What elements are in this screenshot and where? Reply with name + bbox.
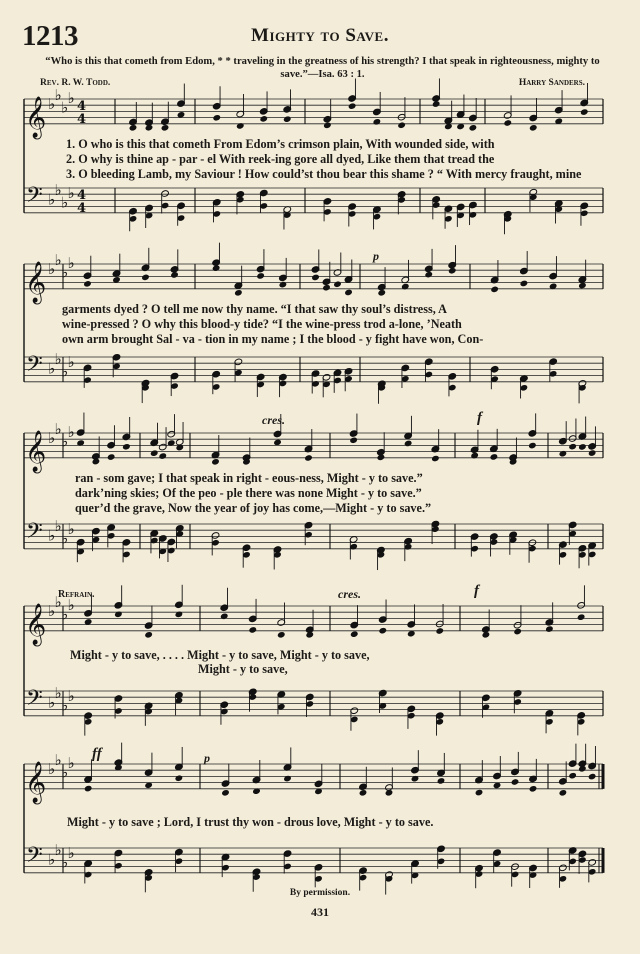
scripture-epigraph: “Who is this that cometh from Edom, * * traveling in the greatness of his strength? I that speak in righteousness, mighty to save.”—Isa. 63 : 1. [45, 56, 600, 80]
note-head [175, 444, 184, 452]
flat-sign: ♭ [61, 263, 69, 282]
note-head [520, 280, 529, 288]
flat-sign: ♭ [48, 602, 56, 621]
note-head [283, 115, 292, 123]
note-head [256, 272, 265, 280]
flat-sign: ♭ [48, 693, 56, 712]
treble-clef-icon: 𝄞 [25, 762, 47, 803]
dynamic-marking-cres-refrain: cres. [338, 587, 361, 601]
lyric-line-s1-v3: 3. O bleeding Lamb, my Saviour ! How could’st thou bear this shame ? “ With mercy fraught, mine [66, 167, 582, 181]
note-head [158, 452, 167, 460]
note-head [437, 777, 446, 785]
flat-sign: ♭ [67, 353, 75, 372]
flat-sign: ♭ [61, 605, 69, 624]
note-head [578, 443, 587, 451]
lyric-line-s2-v3: own arm brought Sal - va - tion in my name ; I the blood - y fight have won, Con- [62, 332, 484, 346]
note-head [234, 289, 243, 297]
page-number: 431 [311, 905, 329, 919]
note-head [568, 443, 577, 451]
flat-sign: ♭ [54, 350, 62, 369]
note-head [279, 281, 288, 289]
note-head [221, 789, 230, 797]
time-signature-treble-bottom: 4 [77, 112, 87, 127]
flat-sign: ♭ [67, 184, 75, 203]
note-head [529, 124, 538, 132]
flat-sign: ♭ [48, 95, 56, 114]
flat-sign: ♭ [54, 841, 62, 860]
flat-sign: ♭ [61, 98, 69, 117]
note-head [359, 789, 368, 797]
note-head [122, 443, 131, 451]
dynamic-marking-f: f [477, 410, 482, 426]
lyric-line-s1-v2: 2. O why is thine ap - par - el With reek-ing gore all dyed, Like them that tread the [66, 152, 495, 166]
note-head [107, 453, 116, 461]
lyricist-credit: Rev. R. W. Todd. [40, 78, 111, 88]
dynamic-marking-cres: cres. [262, 413, 285, 427]
treble-clef-icon: 𝄞 [25, 604, 47, 645]
note-head [397, 121, 406, 129]
note-head [513, 628, 522, 636]
flat-sign: ♭ [67, 687, 75, 706]
flat-sign: ♭ [54, 181, 62, 200]
note-head [432, 100, 441, 108]
note-head [83, 280, 92, 288]
note-head [150, 449, 159, 457]
note-head [277, 631, 286, 639]
note-head [161, 124, 170, 132]
note-head [490, 453, 499, 461]
refrain-label: Refrain. [58, 589, 95, 600]
permission-note: By permission. [289, 888, 351, 898]
note-head [349, 437, 358, 445]
note-head [503, 119, 512, 127]
note-head [248, 626, 257, 634]
note-head [141, 274, 150, 282]
note-head [114, 611, 123, 619]
time-signature-bass-top: 4 [77, 188, 87, 203]
hymn-number: 1213 [22, 20, 78, 52]
note-head [435, 627, 444, 635]
note-head [373, 118, 382, 126]
flat-sign: ♭ [67, 254, 75, 272]
note-head [559, 450, 568, 458]
note-head [568, 772, 577, 780]
flat-sign: ♭ [61, 362, 69, 381]
dynamic-marking-f-refrain: f [474, 583, 479, 599]
note-head [211, 458, 220, 466]
flat-sign: ♭ [48, 190, 56, 209]
lyric-line-s1-v1: 1. O who is this that cometh From Edom’s crimson plain, With wounded side, with [66, 137, 495, 151]
note-head [283, 775, 292, 783]
note-head [236, 122, 245, 130]
note-head [344, 289, 353, 297]
lyric-line-refrain-upper: Might - y to save, . . . . Might - y to save, Might - y to save, [70, 648, 370, 662]
note-head [528, 442, 537, 450]
note-head [511, 778, 520, 786]
note-head [588, 449, 597, 457]
note-head [304, 454, 313, 462]
note-head [378, 627, 387, 635]
flat-sign: ♭ [67, 596, 75, 614]
flat-sign: ♭ [54, 250, 62, 269]
flat-sign: ♭ [48, 526, 56, 545]
treble-clef-icon: 𝄞 [25, 431, 47, 472]
flat-sign: ♭ [54, 750, 62, 769]
note-head [212, 114, 221, 122]
treble-clef-icon: 𝄞 [25, 97, 47, 138]
flat-sign: ♭ [48, 260, 56, 279]
lyric-line-s2-v2: wine-pressed ? O why this blood-y tide? “I the wine-press trod a-lone, ’Neath [62, 317, 462, 331]
dynamic-marking-p-final: p [204, 751, 210, 765]
note-head [431, 455, 440, 463]
flat-sign: ♭ [61, 529, 69, 548]
bass-clef-icon: 𝄢 [26, 519, 43, 549]
note-head [323, 122, 332, 130]
note-head [144, 631, 153, 639]
note-head [170, 271, 179, 279]
flat-sign: ♭ [67, 89, 75, 107]
note-head [175, 611, 184, 619]
note-head [490, 286, 499, 294]
composer-credit: Harry Sanders. [518, 78, 585, 88]
flat-sign: ♭ [67, 520, 75, 539]
bass-clef-icon: 𝄢 [26, 352, 43, 382]
flat-sign: ♭ [54, 517, 62, 536]
lyric-line-s3-v2: dark’ning skies; Of the peo - ple there was none Might - y to save.” [75, 486, 422, 500]
note-head [588, 773, 597, 781]
flat-sign: ♭ [67, 423, 75, 441]
note-head [348, 102, 357, 110]
flat-sign: ♭ [48, 359, 56, 378]
flat-sign: ♭ [48, 850, 56, 869]
note-head [259, 115, 268, 123]
flat-sign: ♭ [67, 754, 75, 772]
bass-clef-icon: 𝄢 [26, 686, 43, 716]
note-head [448, 267, 457, 275]
flat-sign: ♭ [61, 696, 69, 715]
flat-sign: ♭ [61, 193, 69, 212]
note-head [220, 613, 229, 621]
note-head [475, 789, 484, 797]
time-signature-treble-top: 4 [77, 99, 87, 114]
note-head [129, 124, 138, 132]
time-signature-bass-bottom: 4 [77, 201, 87, 216]
note-head [350, 630, 359, 638]
dynamic-marking-ff: ff [92, 746, 102, 762]
note-head [311, 274, 320, 282]
flat-sign: ♭ [54, 684, 62, 703]
note-head [404, 440, 413, 448]
note-head [322, 284, 331, 292]
note-head [545, 625, 554, 633]
flat-sign: ♭ [54, 592, 62, 611]
lyric-line-s2-v1: garments dyed ? O tell me now thy name. “I that saw thy soul’s distress, A [62, 302, 447, 316]
flat-sign: ♭ [61, 853, 69, 872]
dynamic-marking-p: p [373, 249, 379, 263]
flat-sign: ♭ [54, 85, 62, 104]
note-head [175, 774, 184, 782]
note-head [577, 613, 586, 621]
note-head [559, 789, 568, 797]
flat-sign: ♭ [48, 429, 56, 448]
bass-clef-icon: 𝄢 [26, 183, 43, 213]
note-head [580, 108, 589, 116]
flat-sign: ♭ [54, 419, 62, 438]
note-head [424, 271, 433, 279]
note-head [377, 289, 386, 297]
treble-clef-icon: 𝄞 [25, 262, 47, 303]
flat-sign: ♭ [67, 844, 75, 863]
flat-sign: ♭ [48, 760, 56, 779]
lyric-line-refrain-lower: Might - y to save, [198, 662, 288, 676]
note-head [529, 785, 538, 793]
note-head [469, 124, 478, 132]
bass-clef-icon: 𝄢 [26, 843, 43, 873]
lyric-line-s3-v3: quer’d the grave, Now the year of joy has come,—Might - y to save.” [75, 501, 432, 515]
lyric-line-s3-v1: ran - som gave; I that speak in right - eous-ness, Might - y to save.” [75, 471, 423, 485]
note-head [84, 785, 93, 793]
note-head [333, 280, 342, 288]
note-head [212, 264, 221, 272]
lyric-line-final: Might - y to save ; Lord, I trust thy won - drous love, Might - y to save. [67, 815, 434, 829]
hymn-title: Mighty to Save. [251, 25, 389, 46]
flat-sign: ♭ [61, 432, 69, 451]
flat-sign: ♭ [61, 763, 69, 782]
